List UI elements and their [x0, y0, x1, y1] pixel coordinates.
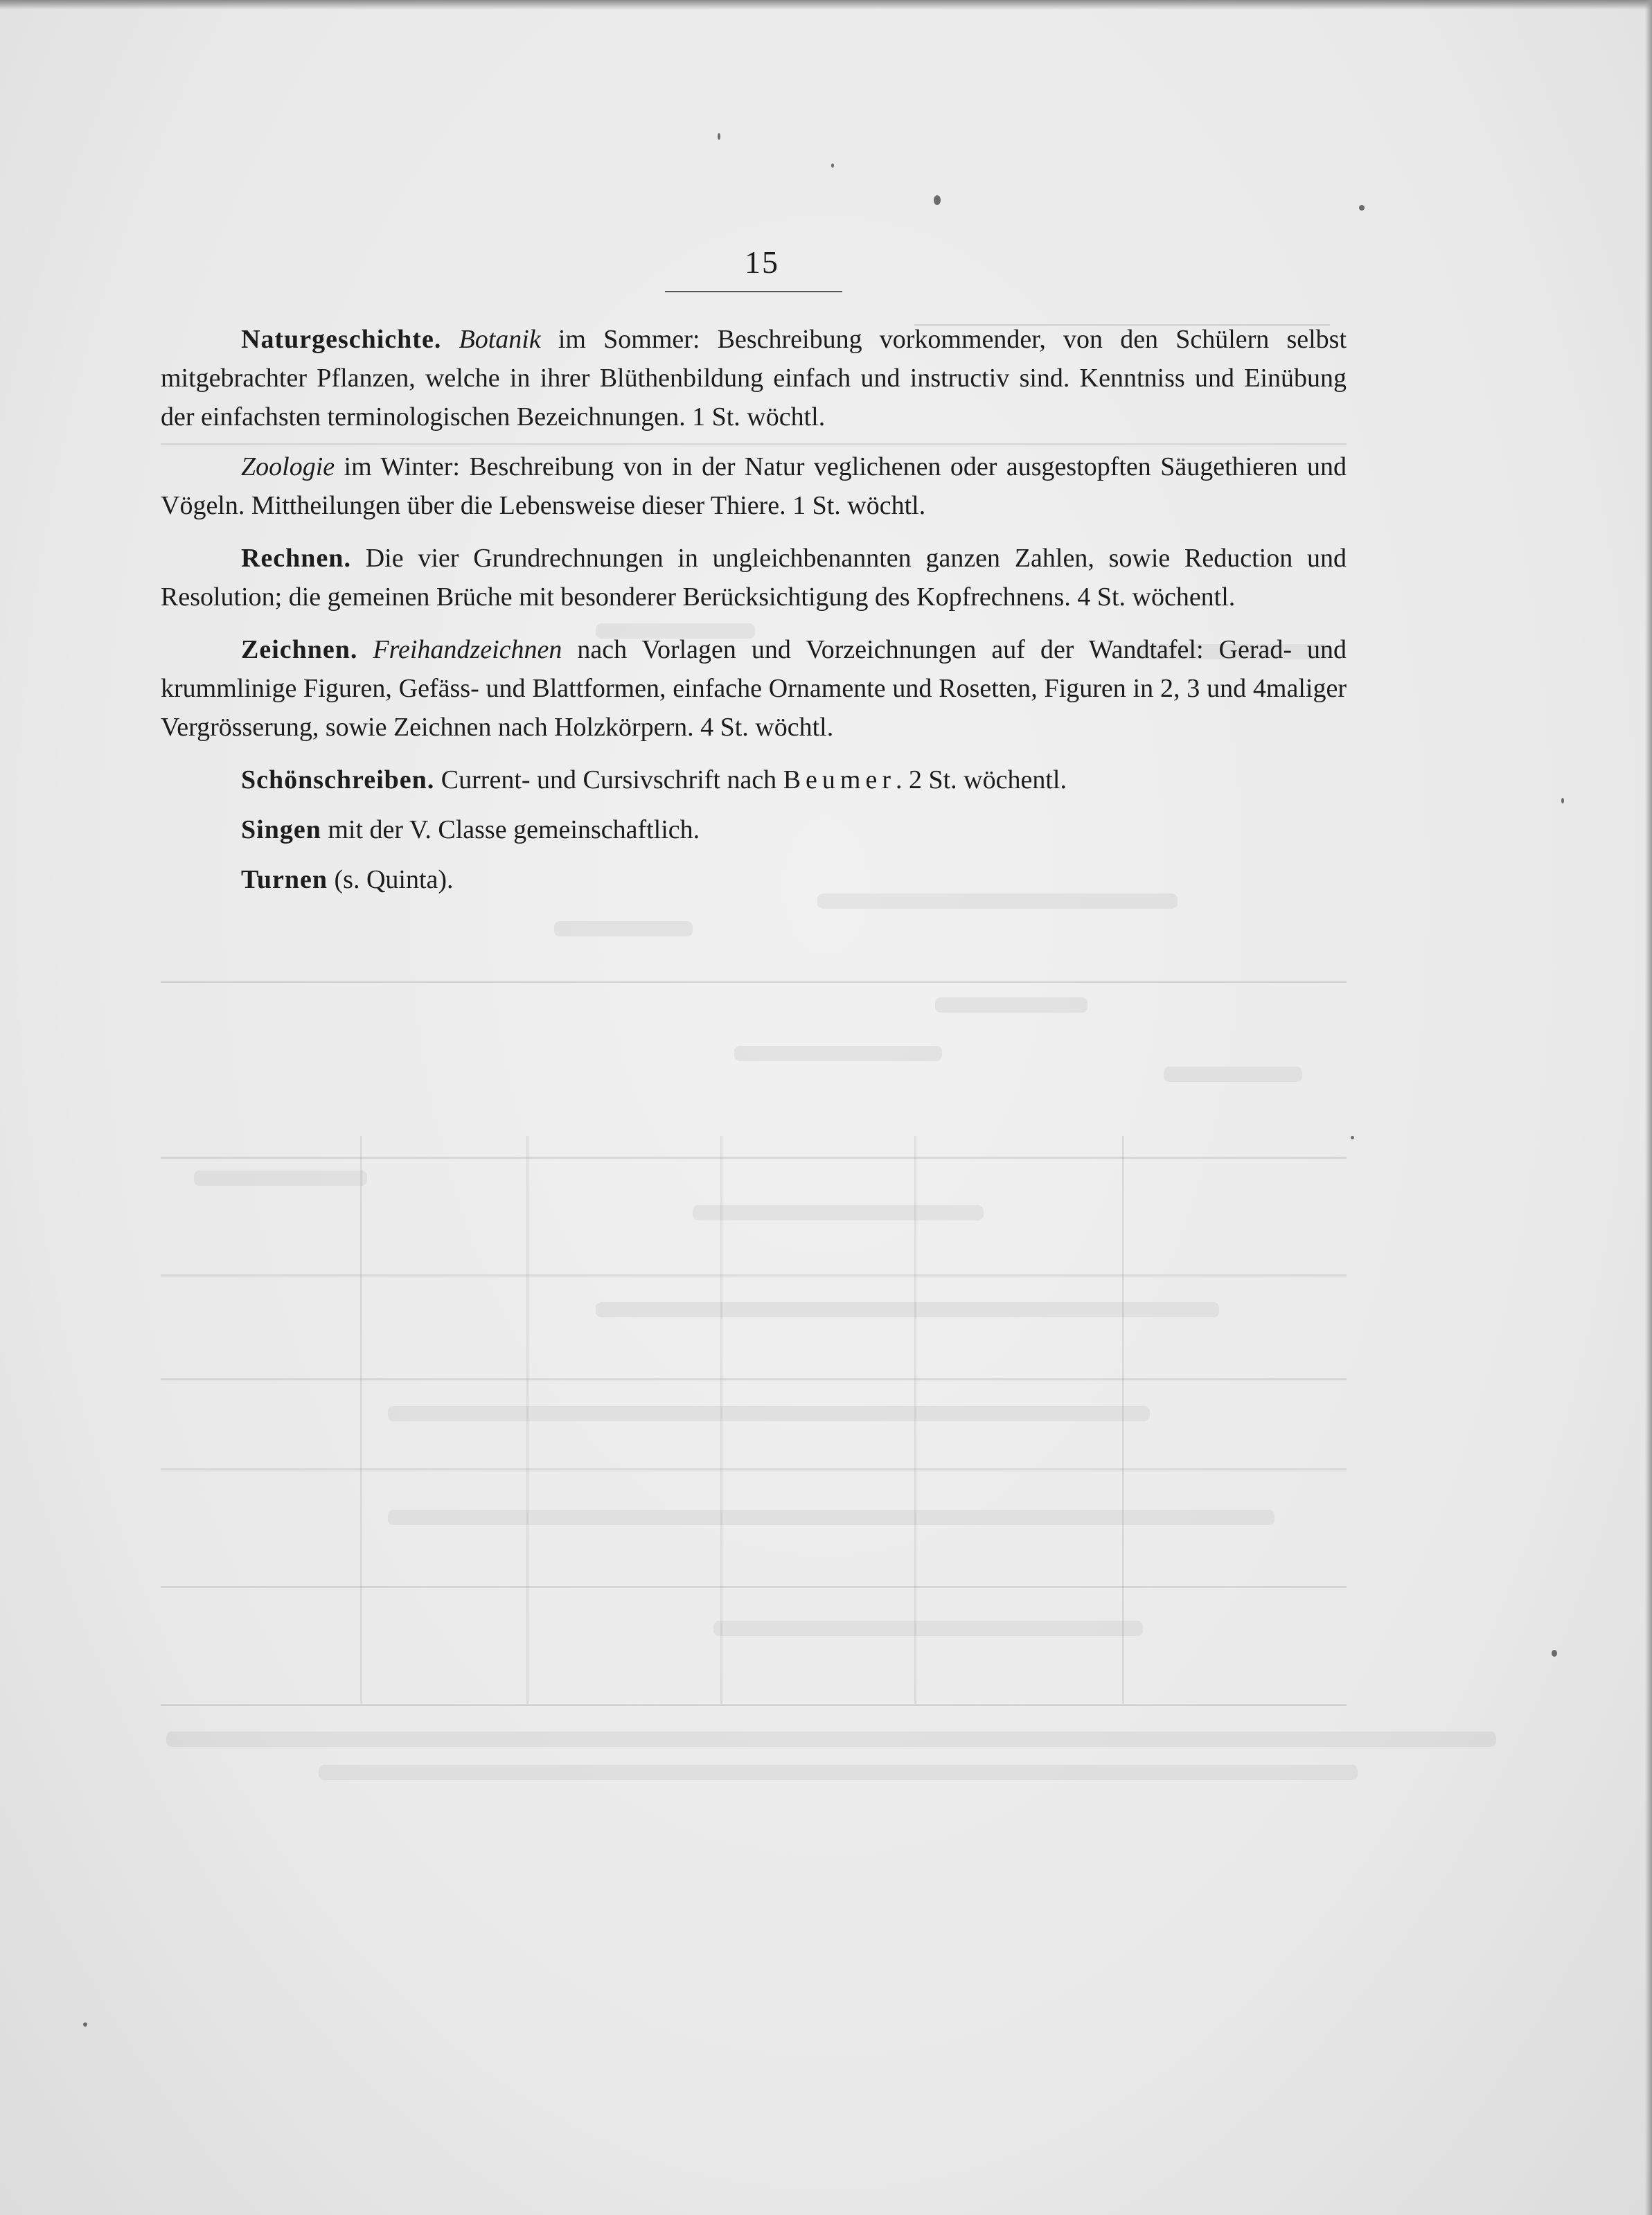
text-schoenschreiben-after: . 2 St. wöchentl. [895, 765, 1067, 794]
text-turnen: (s. Quinta). [328, 865, 454, 894]
ghost-vline [914, 1136, 916, 1704]
ghost-line [161, 1378, 1347, 1380]
page-top-edge [0, 0, 1652, 10]
paragraph-zoologie [161, 447, 1347, 525]
speck [934, 195, 941, 205]
speck [831, 163, 834, 168]
heading-naturgeschichte: Naturgeschichte. [241, 325, 442, 354]
paragraph-singen [161, 810, 1347, 849]
text-rechnen: Die vier Grundrechnungen in ungleichbenannten ganzen Zahlen, sowie Reduction und Resolution; die gemeinen Brüche mit besonderer Berücksichtigung des Kopfrechnens. 4 St. wöchentl. [161, 544, 1347, 612]
ghost-vline [720, 1136, 722, 1704]
paragraph-naturgeschichte-botanik [161, 320, 1347, 436]
ghost-block [388, 1406, 1150, 1421]
ghost-line [161, 1468, 1347, 1470]
ghost-block [596, 1302, 1219, 1317]
speck [718, 133, 720, 140]
page-number: 15 [745, 244, 779, 280]
speck [1351, 1136, 1354, 1139]
ghost-block [388, 1510, 1274, 1525]
paragraph-zeichnen [161, 630, 1347, 747]
ghost-block [1164, 1067, 1302, 1082]
sub-label-zoologie: Zoologie [241, 452, 335, 481]
body-text [161, 320, 1347, 913]
page-number-rule [665, 291, 842, 292]
sub-label-botanik: Botanik [459, 325, 541, 354]
page-right-edge [1645, 0, 1652, 2215]
heading-turnen: Turnen [241, 865, 328, 894]
ghost-line [161, 1586, 1347, 1588]
name-beumer: Beumer [783, 765, 896, 794]
text-singen: mit der V. Classe gemeinschaftlich. [321, 815, 700, 844]
ghost-block [166, 1732, 1496, 1747]
ghost-block [713, 1621, 1143, 1636]
sub-label-freihandzeichnen: Freihandzeichnen [373, 635, 562, 664]
speck [83, 2022, 87, 2027]
ghost-line [161, 1157, 1347, 1159]
ghost-line [161, 1704, 1347, 1706]
speck [1359, 205, 1365, 211]
text-zeichnen: nach Vorlagen und Vorzeichnungen auf der Wandtafel: Gerad- und krummlinige Figuren, Gefäss- und Blattformen, einfache Ornamente und Rosetten, Figuren in 2, 3 und 4maliger Vergrösserung, sowie Zeichnen nach Holzkörpern. 4 St. wöchtl. [161, 635, 1347, 742]
heading-zeichnen: Zeichnen. [241, 635, 358, 664]
paragraph-rechnen [161, 539, 1347, 616]
heading-rechnen: Rechnen. [241, 544, 351, 573]
text-schoenschreiben-before: Current- und Cursivschrift nach [434, 765, 783, 794]
paragraph-turnen [161, 860, 1347, 899]
ghost-line [161, 1274, 1347, 1276]
ghost-block [554, 921, 693, 936]
ghost-line [161, 981, 1347, 983]
ghost-block [734, 1046, 942, 1061]
ghost-block [319, 1765, 1358, 1780]
speck [1552, 1650, 1557, 1657]
heading-schoenschreiben: Schönschreiben. [241, 765, 435, 794]
ghost-vline [526, 1136, 529, 1704]
text-zoologie: im Winter: Beschreibung von in der Natur veglichenen oder ausgestopften Säugethieren und Vögeln. Mittheilungen über die Lebensweise dieser Thiere. 1 St. wöchtl. [161, 452, 1347, 520]
heading-singen: Singen [241, 815, 321, 844]
ghost-block [194, 1171, 367, 1186]
ghost-vline [1122, 1136, 1124, 1704]
ghost-block [693, 1205, 984, 1220]
text-botanik: im Sommer: Beschreibung vorkommender, von den Schülern selbst mitgebrachter Pflanzen, welche in ihrer Blüthenbildung einfach und instructiv sind. Kenntniss und Einübung der einfachsten terminologischen Bezeichnungen. 1 St. wöchtl. [161, 325, 1347, 432]
ghost-block [935, 997, 1087, 1013]
speck [1561, 798, 1564, 803]
ghost-vline [360, 1136, 362, 1704]
paragraph-schoenschreiben [161, 760, 1347, 799]
